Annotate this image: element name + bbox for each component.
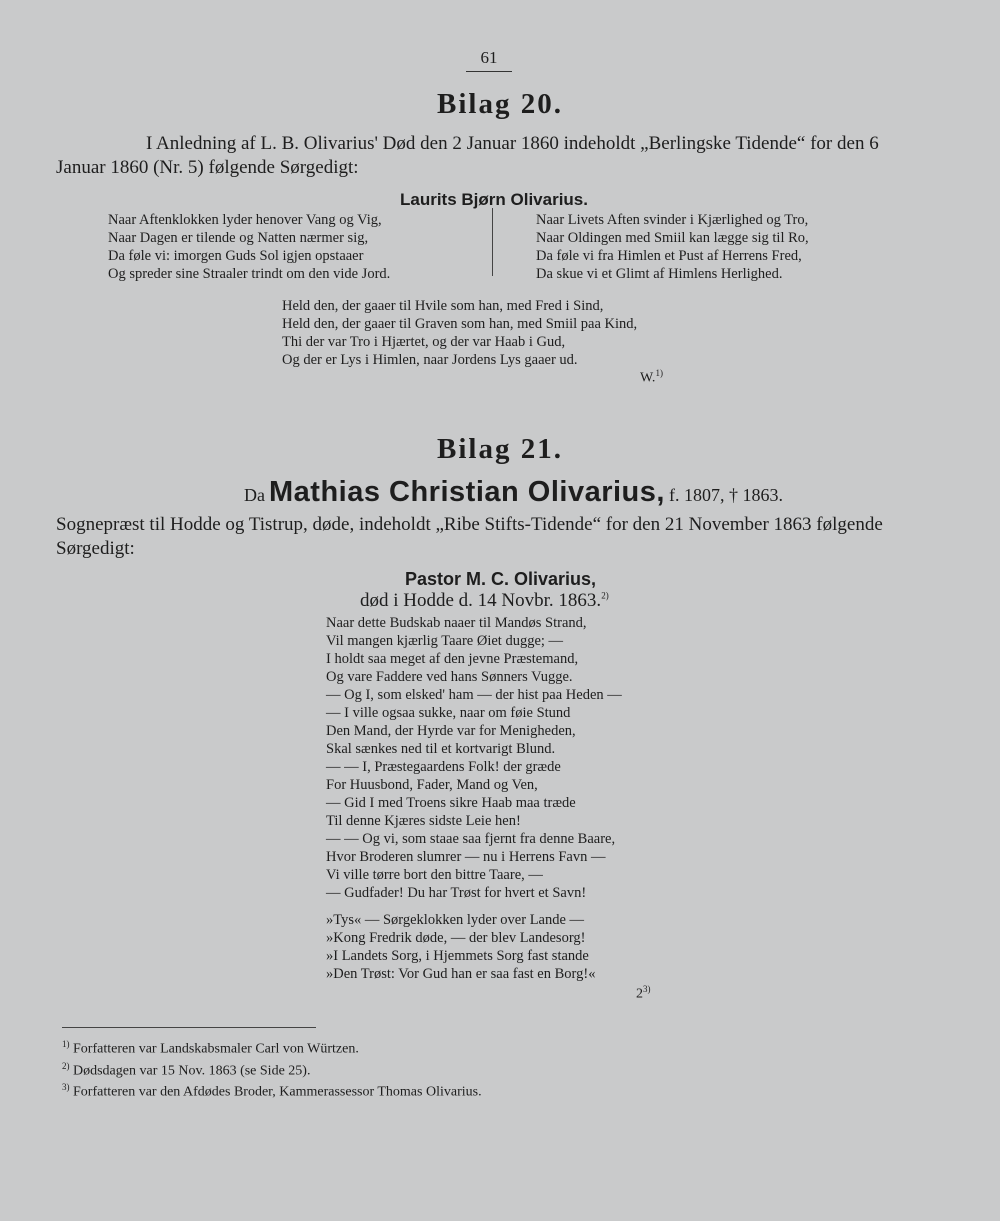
verse-line: — Og I, som elsked' ham — der hist paa Heden — [326, 687, 622, 703]
verse-line: Da føle vi: imorgen Guds Sol igjen opstaaer [108, 248, 364, 264]
verse-line: »Tys« — Sørgeklokken lyder over Lande — [326, 912, 585, 928]
footnote [62, 1036, 482, 1058]
verse-line: Den Mand, der Hyrde var for Menigheden, [326, 723, 576, 739]
verse-line: »Den Trøst: Vor Gud han er saa fast en Borg!« [326, 966, 596, 982]
verse-line: Da skue vi et Glimt af Himlens Herlighed. [536, 266, 783, 282]
verse-line: Til denne Kjæres sidste Leie hen! [326, 813, 521, 829]
verse-line: I holdt saa meget af den jevne Præstemand, [326, 651, 579, 667]
bilag-21-intro-line-1: Sognepræst til Hodde og Tistrup, døde, indeholdt „Ribe Stifts-Tidende“ for den 21 November 1863 følgende [56, 514, 883, 535]
footnote-mark: 2) [601, 590, 609, 601]
footnote [62, 1079, 482, 1101]
verse-line: Held den, der gaaer til Hvile som han, med Fred i Sind, [282, 298, 604, 314]
verse-line: Hvor Broderen slumrer — nu i Herrens Favn — [326, 849, 606, 865]
bilag-21-poem-subtitle [360, 590, 609, 612]
bilag-21-poem-title: Pastor M. C. Olivarius, [405, 569, 597, 589]
footnote-mark: 1) [62, 1039, 70, 1049]
footnote-mark: 1) [655, 368, 663, 378]
footnotes [62, 1036, 482, 1101]
bilag-21-signature [636, 984, 651, 1003]
bilag-21-name-line [244, 476, 783, 509]
verse-line: Naar Livets Aften svinder i Kjærlighed og Tro, [536, 212, 809, 228]
verse-line: Da føle vi fra Himlen et Pust af Herrens Fred, [536, 248, 802, 264]
verse-line: Naar Dagen er tilende og Natten nærmer sig, [108, 230, 369, 246]
da-word: Da [244, 485, 265, 505]
verse-line: Og vare Faddere ved hans Sønners Vugge. [326, 669, 573, 685]
footnote-mark: 3) [62, 1082, 70, 1093]
verse-line: Og der er Lys i Himlen, naar Jordens Lys gaaer ud. [282, 352, 578, 368]
verse-line: — Gid I med Troens sikre Haab maa træde [326, 795, 576, 811]
verse-line: — Gudfader! Du har Trøst for hvert et Savn! [326, 885, 587, 901]
bilag-20-poem-title: Laurits Bjørn Olivarius. [400, 190, 588, 209]
verse-line: Vi ville tørre bort den bittre Taare, — [326, 867, 543, 883]
footnote-text: Forfatteren var Landskabsmaler Carl von Würtzen. [73, 1041, 359, 1057]
subtitle-text: død i Hodde d. 14 Novbr. 1863. [360, 590, 602, 611]
page-number-rule [466, 71, 512, 72]
column-divider [492, 208, 493, 276]
verse-line: Og spreder sine Straaler trindt om den vide Jord. [108, 266, 391, 282]
bilag-21-quote-verse [326, 911, 595, 983]
bilag-20-heading: Bilag 20. [437, 88, 563, 120]
bilag-20-signature [640, 368, 663, 387]
footnote-mark: 2) [62, 1060, 70, 1071]
verse-line: Naar Oldingen med Smiil kan lægge sig til Ro, [536, 230, 809, 246]
verse-line: »Kong Fredrik døde, — der blev Landesorg! [326, 930, 586, 946]
life-dates: f. 1807, † 1863. [668, 485, 783, 505]
bilag-20-right-verse [536, 211, 809, 283]
bilag-20-intro-line-1: I Anledning af L. B. Olivarius' Død den 2 Januar 1860 indeholdt „Berlingske Tidende“ for den 6 [146, 133, 879, 154]
footnote-mark: 3) [643, 984, 651, 994]
bilag-20-intro-line-2: Januar 1860 (Nr. 5) følgende Sørgedigt: [56, 157, 359, 178]
bilag-21-heading: Bilag 21. [437, 433, 563, 465]
bilag-21-verse [326, 614, 622, 902]
verse-line: Held den, der gaaer til Graven som han, med Smiil paa Kind, [282, 316, 638, 332]
footnote [62, 1058, 482, 1080]
verse-line: — I ville ogsaa sukke, naar om føie Stund [326, 705, 571, 721]
bilag-20-left-verse [108, 211, 390, 283]
verse-line: Thi der var Tro i Hjærtet, og der var Haab i Gud, [282, 334, 566, 350]
verse-line: Naar Aftenklokken lyder henover Vang og Vig, [108, 212, 382, 228]
signature-text: W. [640, 370, 656, 386]
verse-line: »I Landets Sorg, i Hjemmets Sorg fast stande [326, 948, 589, 964]
page-number: 61 [480, 48, 498, 67]
footnote-text: Forfatteren var den Afdødes Broder, Kammerassessor Thomas Olivarius. [73, 1084, 482, 1100]
bilag-21-intro-line-2: Sørgedigt: [56, 538, 135, 559]
verse-line: Naar dette Budskab naaer til Mandøs Strand, [326, 615, 587, 631]
footnote-rule [62, 1027, 316, 1028]
verse-line: — — I, Præstegaardens Folk! der græde [326, 759, 561, 775]
verse-line: Vil mangen kjærlig Taare Øiet dugge; — [326, 633, 564, 649]
bilag-20-center-verse [282, 297, 637, 369]
deceased-name: Mathias Christian Olivarius, [269, 476, 665, 508]
verse-line: For Huusbond, Fader, Mand og Ven, [326, 777, 538, 793]
signature-text: 2 [636, 986, 643, 1002]
footnote-text: Dødsdagen var 15 Nov. 1863 (se Side 25). [73, 1063, 311, 1079]
verse-line: Skal sænkes ned til et kortvarigt Blund. [326, 741, 556, 757]
verse-line: — — Og vi, som staae saa fjernt fra denne Baare, [326, 831, 616, 847]
